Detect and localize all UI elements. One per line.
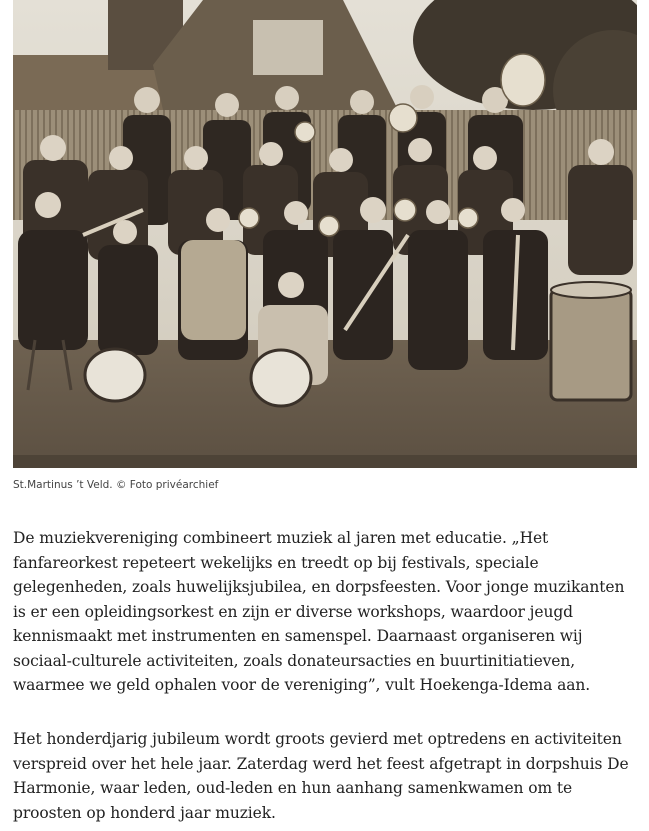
article-paragraph-2: [13, 727, 643, 825]
article-photo: [13, 0, 637, 468]
paragraph-line: gelegenheden, zoals huwelijksjubilea, en dorpsfeesten. Voor jonge muzikanten: [13, 578, 625, 596]
band-photo-image: [13, 0, 637, 468]
paragraph-line: Harmonie, waar leden, oud-leden en hun aanhang samenkwamen om te: [13, 779, 573, 797]
photo-caption: St.Martinus ’t Veld. © Foto privéarchief: [13, 479, 219, 491]
article-paragraph-1: [13, 526, 643, 698]
paragraph-line: fanfareorkest repeteert wekelijks en treedt op bij festivals, speciale: [13, 553, 539, 572]
paragraph-line: De muziekvereniging combineert muziek al jaren met educatie. „Het: [13, 529, 549, 547]
paragraph-line: verspreid over het hele jaar. Zaterdag werd het feest afgetrapt in dorpshuis De: [13, 754, 629, 773]
paragraph-line: kennismaakt met instrumenten en samenspel. Daarnaast organiseren wij: [13, 627, 583, 645]
paragraph-line: sociaal-culturele activiteiten, zoals donateursacties en buurtinitiatieven,: [13, 651, 576, 670]
paragraph-line: Het honderdjarig jubileum wordt groots gevierd met optredens en activiteiten: [13, 730, 622, 748]
paragraph-line: waarmee we geld ophalen voor de vereniging”, vult Hoekenga-Idema aan.: [13, 676, 591, 694]
paragraph-line: is er een opleidingsorkest en zijn er diverse workshops, waardoor jeugd: [13, 602, 573, 621]
paragraph-line: proosten op honderd jaar muziek.: [13, 803, 276, 822]
